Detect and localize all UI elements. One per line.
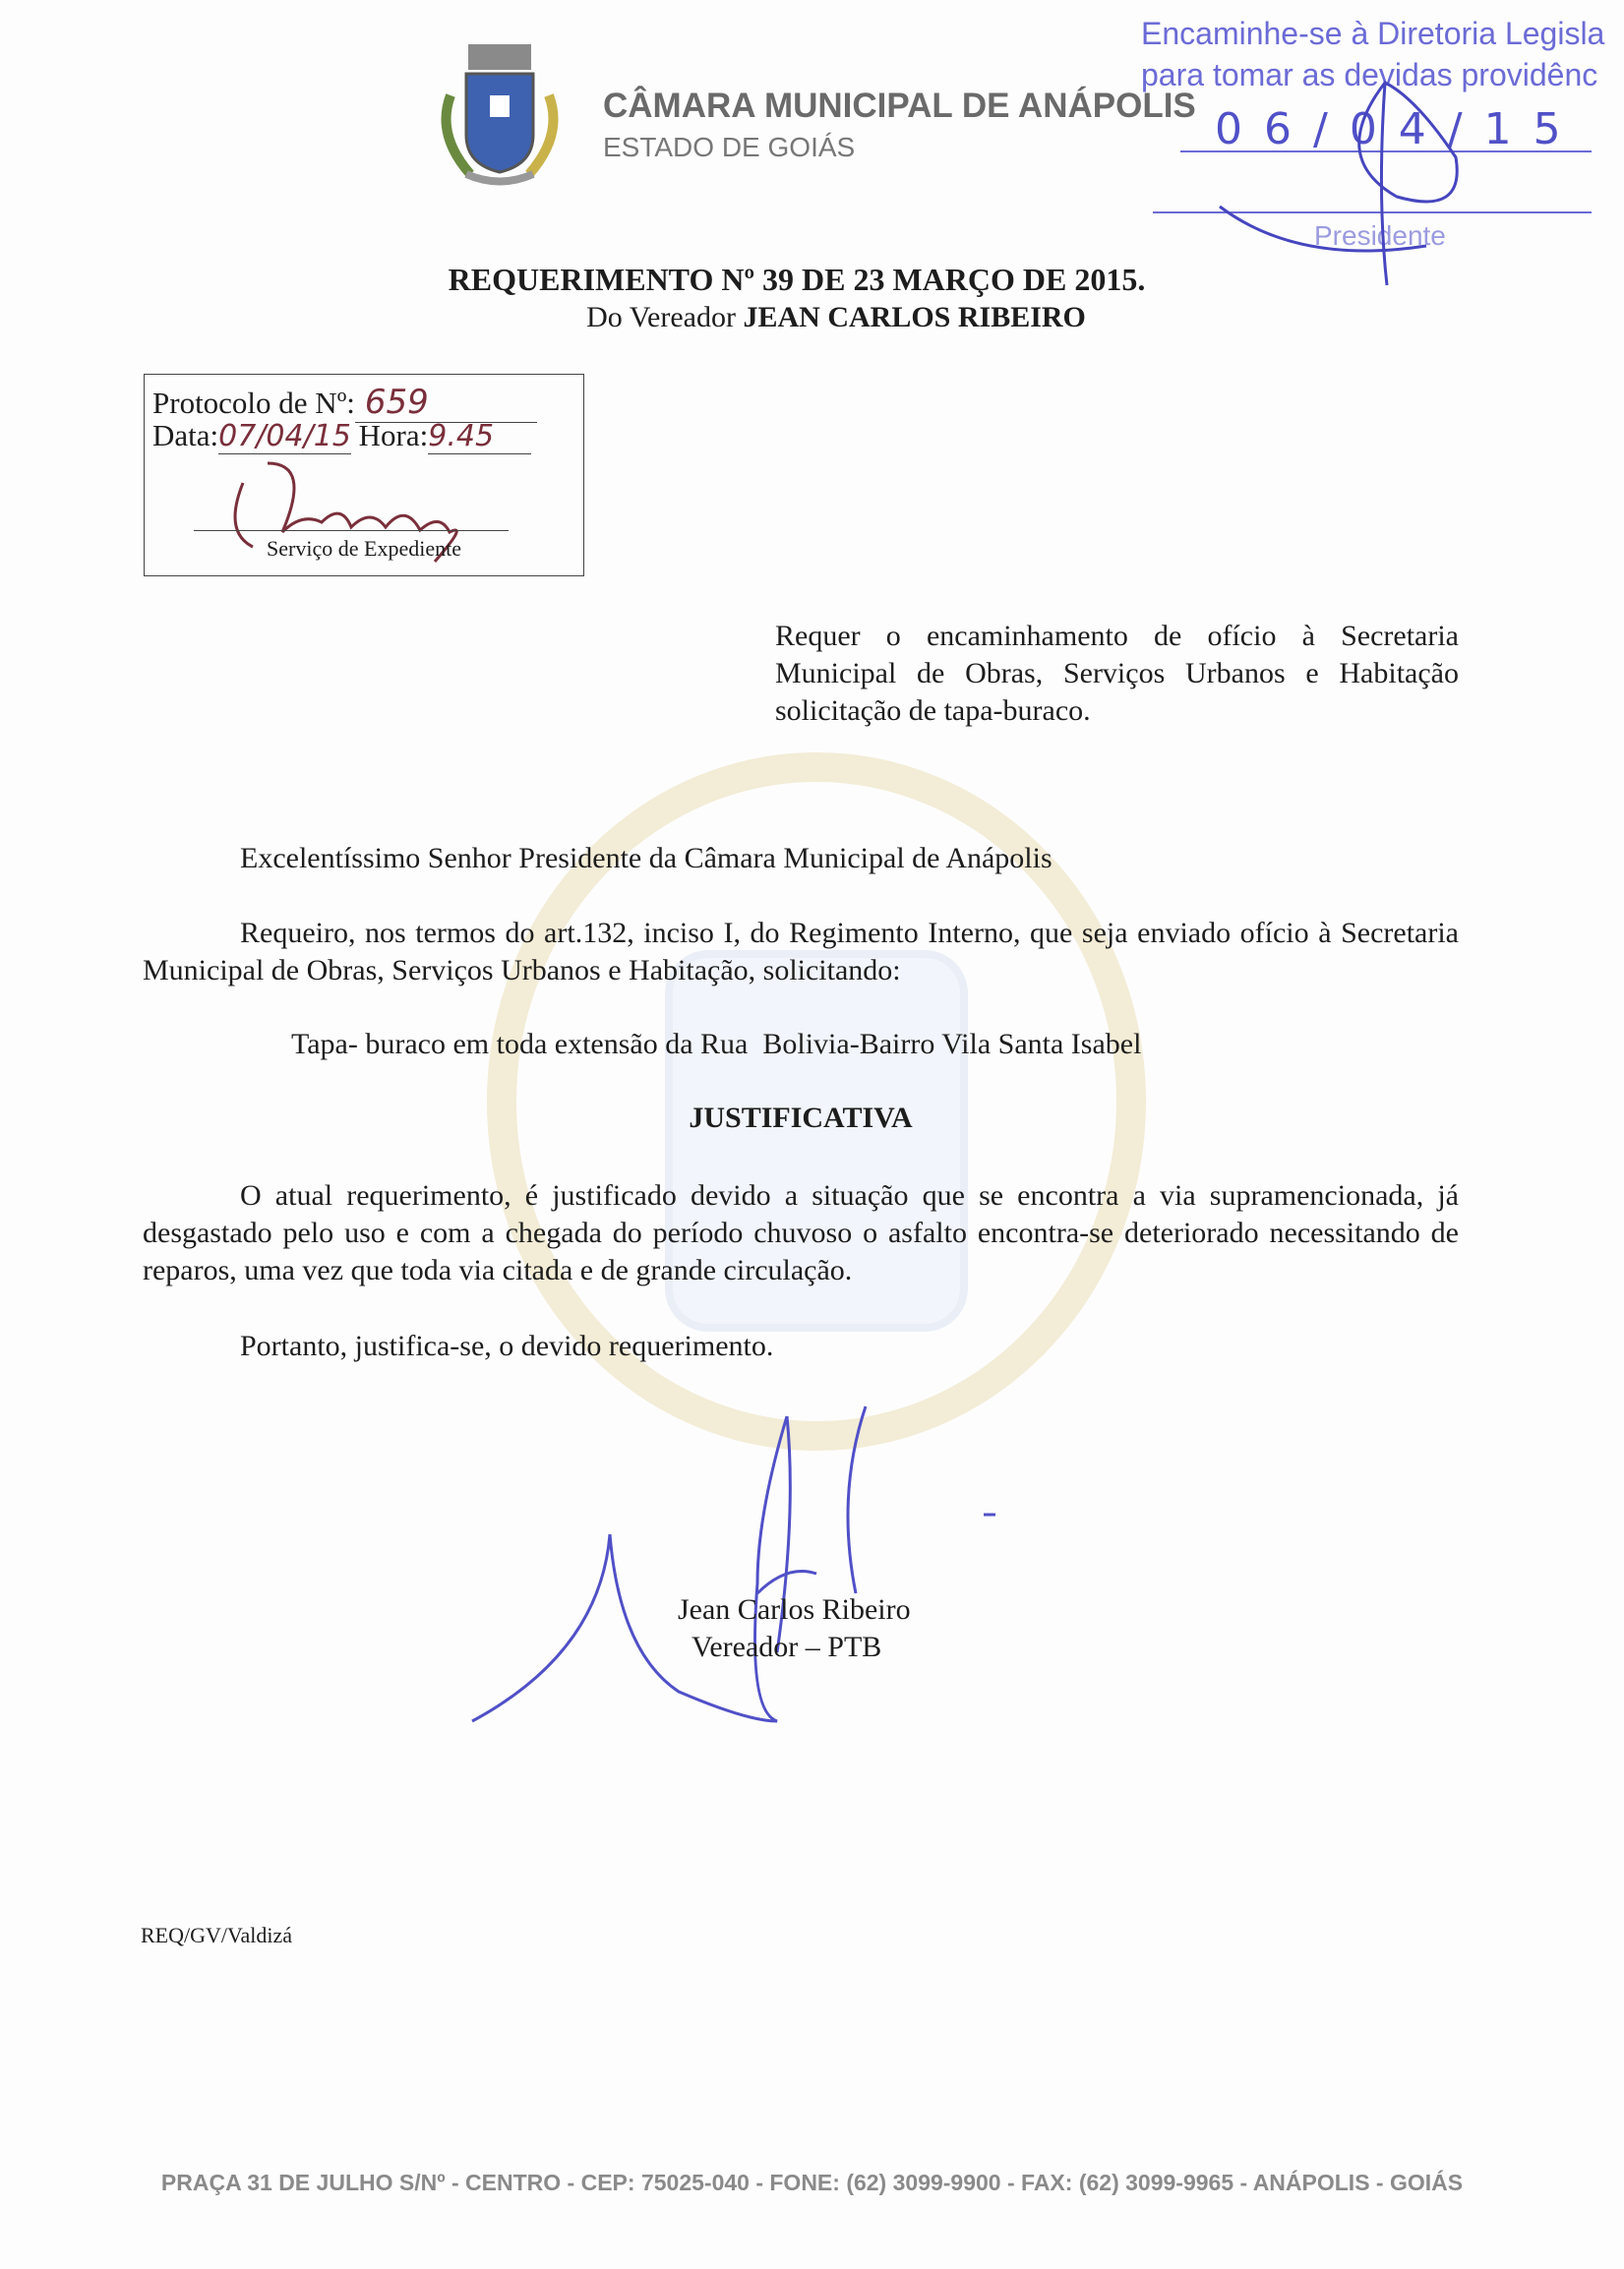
date-label: Data: — [152, 418, 219, 452]
protocol-footer-label: Serviço de Expediente — [267, 536, 461, 561]
signatory-role: Vereador – PTB — [692, 1631, 882, 1663]
signature-line — [194, 530, 509, 531]
reference-code: REQ/GV/Valdizá — [141, 1923, 292, 1947]
dispatch-stamp-line2: para tomar as devidas providênc — [1141, 57, 1598, 92]
institution-name: CÂMARA MUNICIPAL DE ANÁPOLIS — [603, 87, 1196, 125]
councilor-signature — [462, 1397, 1013, 1741]
date-value: 07/04/15 — [218, 419, 351, 453]
document-author — [0, 301, 1624, 334]
request-paragraph: Requeiro, nos termos do art.132, inciso I, do Regimento Interno, que seja enviado ofício à Secretaria Municipal de Obras, Serviços Urbanos e Habitação, solicitando: — [143, 917, 1459, 986]
request-item: Tapa- buraco em toda extensão da Rua Bolivia-Bairro Vila Santa Isabel — [291, 1028, 1142, 1060]
justification-paragraph: O atual requerimento, é justificado devido a situação que se encontra a via supramencionada, já desgastado pelo uso e com a chegada do período chuvoso o asfalto encontra-se deteriorado necessitando de reparos, uma vez que toda via citada e de grande circulação. — [143, 1179, 1459, 1286]
justification-heading: JUSTIFICATIVA — [689, 1102, 913, 1134]
municipal-seal-logo — [431, 36, 569, 189]
document-title: REQUERIMENTO Nº 39 DE 23 MARÇO DE 2015. — [448, 262, 1146, 297]
protocol-label: Protocolo de Nº: — [152, 386, 355, 420]
protocol-box — [144, 374, 584, 576]
protocol-number: 659 — [355, 383, 537, 423]
salutation: Excelentíssimo Senhor Presidente da Câmara Municipal de Anápolis — [240, 842, 1053, 874]
author-name: JEAN CARLOS RIBEIRO — [743, 301, 1086, 333]
stamp-presidente-label: Presidente — [1314, 220, 1446, 251]
author-prefix: Do Vereador — [586, 301, 736, 333]
dispatch-stamp-line1: Encaminhe-se à Diretoria Legisla — [1141, 16, 1605, 51]
closing-sentence: Portanto, justifica-se, o devido requerimento. — [240, 1330, 774, 1362]
dispatch-handwritten-date: 06/04/15 — [1215, 104, 1583, 154]
time-value: 9.45 — [428, 419, 531, 454]
request-summary: Requer o encaminhamento de ofício à Secretaria Municipal de Obras, Serviços Urbanos e Habitação solicitação de tapa-buraco. — [775, 620, 1459, 727]
footer-address: PRAÇA 31 DE JULHO S/Nº - CENTRO - CEP: 75025-040 - FONE: (62) 3099-9900 - FAX: (62) 3099-9965 - ANÁPOLIS - GOIÁS — [160, 2170, 1464, 2195]
state-name: ESTADO DE GOIÁS — [603, 132, 856, 162]
signatory-name: Jean Carlos Ribeiro — [678, 1593, 911, 1626]
time-label: Hora: — [358, 418, 429, 452]
